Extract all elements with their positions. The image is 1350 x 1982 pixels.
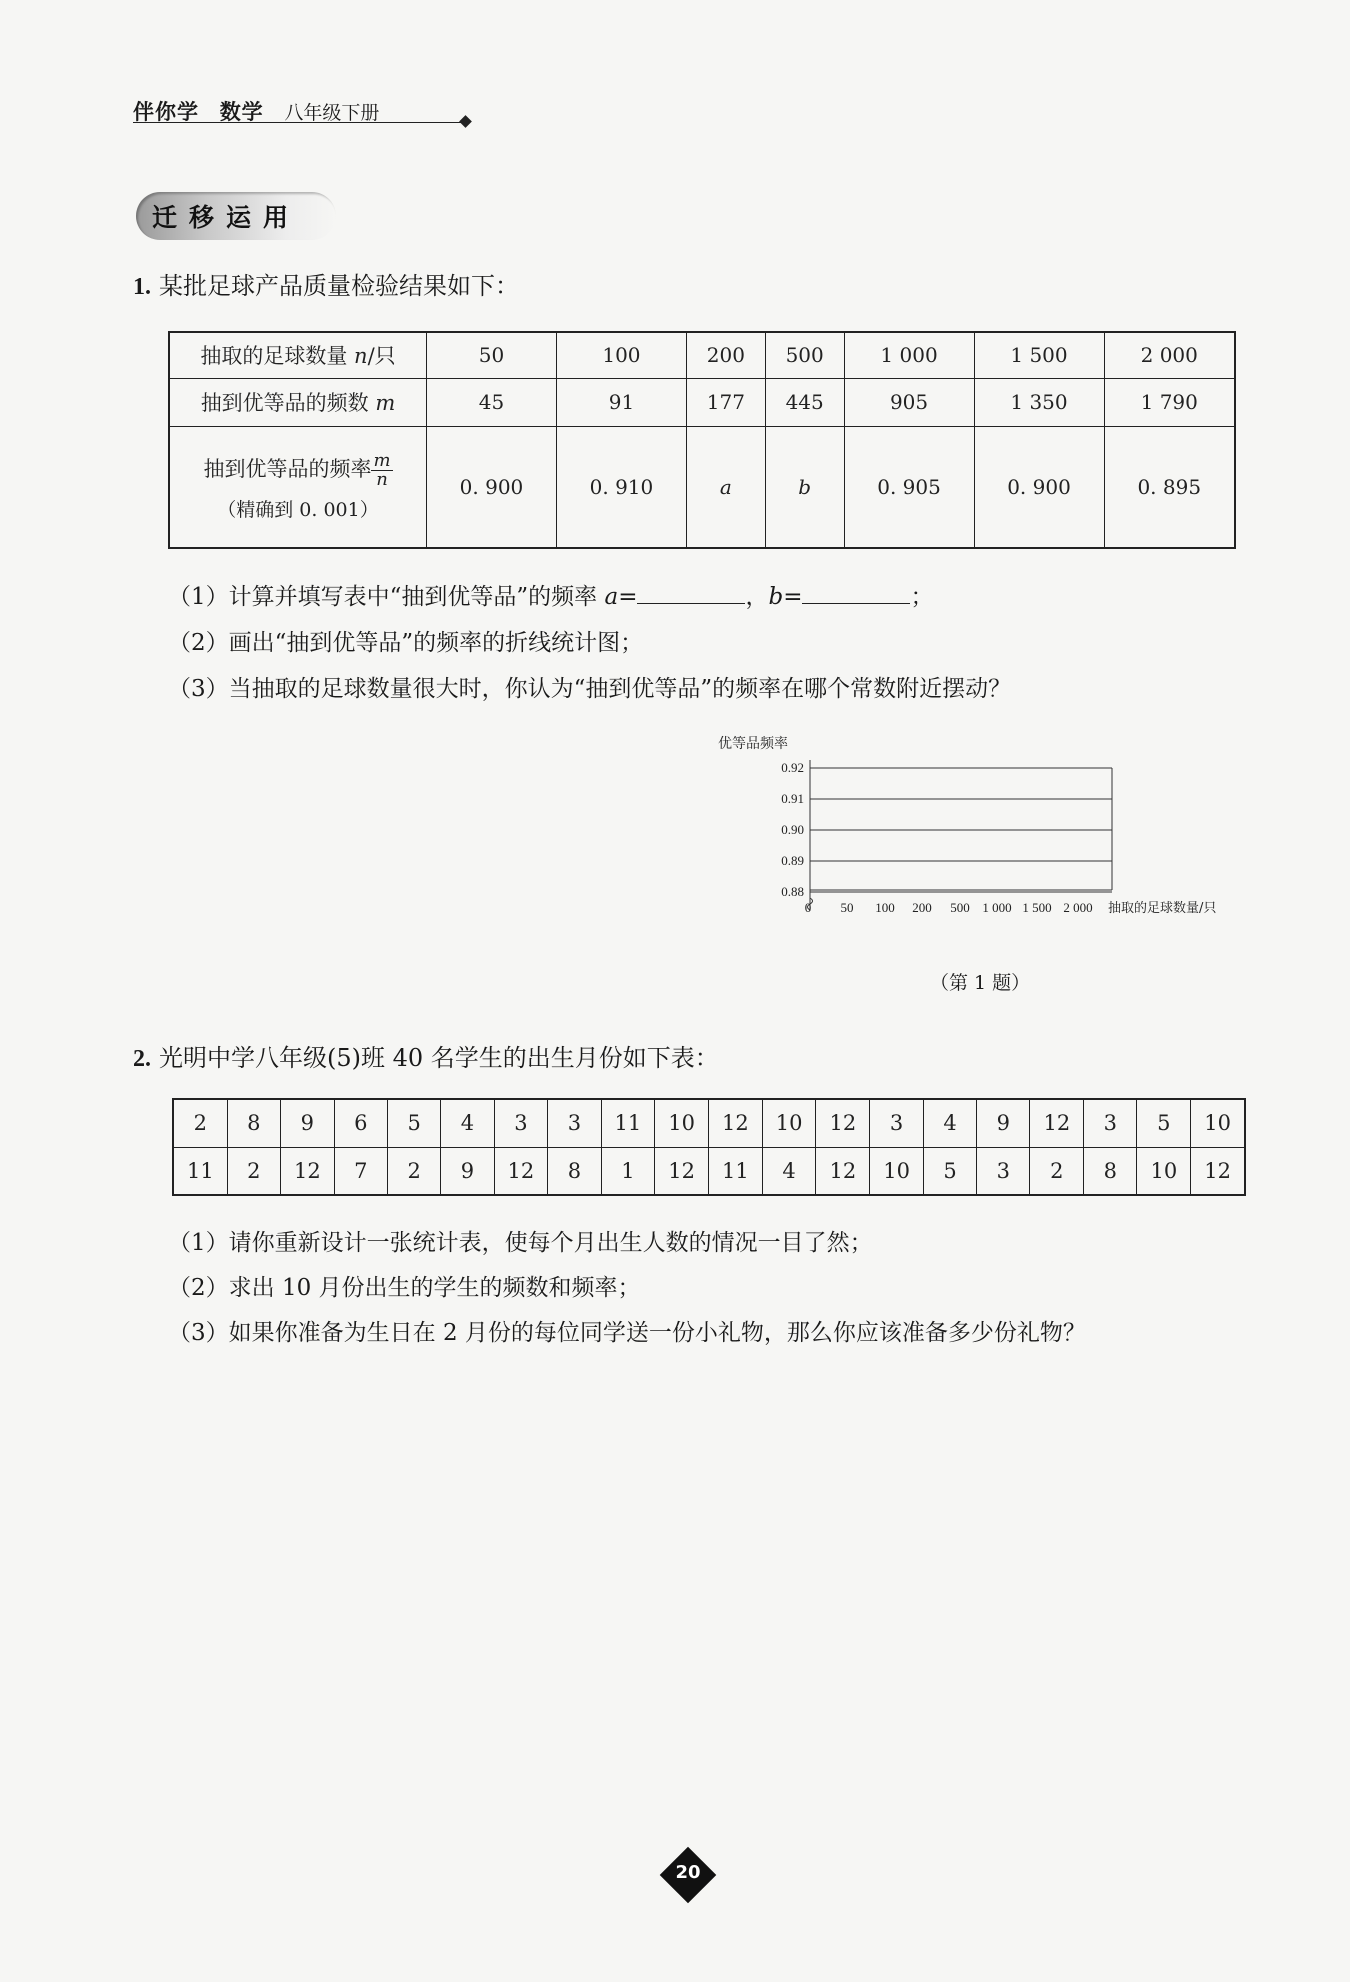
cell: 5 [388, 1099, 441, 1147]
cell: 9 [281, 1099, 335, 1147]
cell: 12 [816, 1099, 870, 1147]
subject: 数学 [219, 100, 264, 124]
cell: 11 [709, 1147, 763, 1195]
cell: 10 [655, 1099, 709, 1147]
fraction: $\frac{m}{n}$ [373, 449, 391, 490]
q1-text: 某批足球产品质量检验结果如下： [159, 272, 519, 300]
cell: 5 [1137, 1099, 1191, 1147]
cell: 12 [281, 1147, 335, 1195]
table-row [173, 1099, 1245, 1147]
cell: 3 [494, 1099, 548, 1147]
cell: 2 [1030, 1147, 1084, 1195]
x-tick-label: 100 [875, 900, 895, 915]
q2-number: 2. [133, 1046, 151, 1072]
cell: 3 [1084, 1099, 1137, 1147]
row-label: 抽取的足球数量 n/只 [169, 332, 427, 378]
q1-item-1: （1）计算并填写表中“抽到优等品”的频率 a= ，b= ； [168, 584, 934, 610]
answer-blank-a[interactable] [637, 583, 745, 604]
cell: 2 [388, 1147, 441, 1195]
cell: 3 [977, 1147, 1030, 1195]
x-tick-label: 0 [804, 900, 812, 915]
cell: 7 [334, 1147, 387, 1195]
cell: 0. 910 [556, 426, 686, 548]
table-row [169, 332, 1235, 378]
cell: 0. 895 [1104, 426, 1235, 548]
q1-item-3: （3）当抽取的足球数量很大时，你认为“抽到优等品”的频率在哪个常数附近摆动？ [168, 676, 1012, 702]
table-row [173, 1147, 1245, 1195]
x-tick-label: 1 000 [982, 900, 1012, 915]
cell: 1 000 [844, 332, 974, 378]
frequency-chart [700, 720, 1260, 960]
grade: 八年级下册 [284, 102, 380, 124]
cell: 445 [765, 378, 844, 426]
cell: 905 [844, 378, 974, 426]
cell: 9 [977, 1099, 1030, 1147]
q1-table [168, 331, 1236, 549]
answer-blank-b[interactable] [802, 583, 910, 604]
cell: 200 [686, 332, 765, 378]
cell: 1 350 [974, 378, 1104, 426]
table-row [169, 426, 1235, 548]
page-number: 20 [675, 1862, 701, 1883]
cell: 12 [816, 1147, 870, 1195]
cell: 12 [1030, 1099, 1084, 1147]
cell: 8 [1084, 1147, 1137, 1195]
cell: 8 [227, 1099, 280, 1147]
y-tick-label: 0.91 [781, 791, 804, 806]
cell: 1 [601, 1147, 655, 1195]
cell: 2 000 [1104, 332, 1235, 378]
cell: 2 [227, 1147, 280, 1195]
y-tick-label: 0.88 [781, 884, 804, 899]
cell: 12 [709, 1099, 763, 1147]
row-label: 抽到优等品的频率 $\frac{m}{n}$ （精确到 0. 001） [169, 426, 427, 548]
cell: 0. 905 [844, 426, 974, 548]
cell: 10 [870, 1147, 924, 1195]
brand: 伴你学 [133, 100, 199, 124]
cell: 0. 900 [974, 426, 1104, 548]
cell: 45 [427, 378, 557, 426]
y-axis-label: 优等品频率 [718, 736, 788, 752]
cell: 50 [427, 332, 557, 378]
cell: 500 [765, 332, 844, 378]
cell: 3 [548, 1099, 601, 1147]
cell: 11 [601, 1099, 655, 1147]
cell: 6 [334, 1099, 387, 1147]
cell: 10 [1191, 1099, 1245, 1147]
q1-item-2: （2）画出“抽到优等品”的频率的折线统计图； [168, 630, 644, 656]
x-tick-label: 200 [912, 900, 932, 915]
cell: 4 [762, 1147, 816, 1195]
cell: a [686, 426, 765, 548]
cell: 3 [870, 1099, 924, 1147]
q2-title [133, 1038, 719, 1073]
x-tick-label: 500 [950, 900, 970, 915]
x-tick-label: 2 000 [1063, 900, 1093, 915]
cell: b [765, 426, 844, 548]
cell: 11 [173, 1147, 227, 1195]
cell: 4 [923, 1099, 976, 1147]
cell: 12 [655, 1147, 709, 1195]
cell: 8 [548, 1147, 601, 1195]
row-label: 抽到优等品的频数 m [169, 378, 427, 426]
cell: 12 [494, 1147, 548, 1195]
cell: 100 [556, 332, 686, 378]
cell: 2 [173, 1099, 227, 1147]
cell: 1 790 [1104, 378, 1235, 426]
q2-item-3: （3）如果你准备为生日在 2 月份的每位同学送一份小礼物，那么你应该准备多少份礼物？ [168, 1320, 1086, 1346]
header-rule [133, 122, 463, 123]
y-tick-label: 0.92 [781, 760, 804, 775]
q2-table [172, 1098, 1246, 1196]
cell: 10 [1137, 1147, 1191, 1195]
cell: 5 [923, 1147, 976, 1195]
cell: 12 [1191, 1147, 1245, 1195]
q2-item-2: （2）求出 10 月份出生的学生的频数和频率； [168, 1275, 641, 1301]
header-diamond-icon [459, 115, 472, 128]
section-title: 迁移运用 [152, 203, 301, 232]
x-tick-label: 1 500 [1022, 900, 1052, 915]
x-axis-label: 抽取的足球数量/只 [1108, 901, 1217, 916]
cell: 4 [441, 1099, 494, 1147]
cell: 91 [556, 378, 686, 426]
cell: 0. 900 [427, 426, 557, 548]
q2-item-1: （1）请你重新设计一张统计表，使每个月出生人数的情况一目了然； [168, 1230, 873, 1256]
q1-title [133, 266, 519, 301]
cell: 9 [441, 1147, 494, 1195]
q1-caption: （第 1 题） [930, 972, 1031, 994]
cell: 1 500 [974, 332, 1104, 378]
y-tick-label: 0.89 [781, 853, 804, 868]
table-row [169, 378, 1235, 426]
y-tick-label: 0.90 [781, 822, 804, 837]
cell: 177 [686, 378, 765, 426]
q2-text: 光明中学八年级(5)班 40 名学生的出生月份如下表： [159, 1044, 719, 1072]
cell: 10 [762, 1099, 816, 1147]
q1-number: 1. [133, 274, 151, 300]
x-tick-label: 50 [840, 900, 854, 915]
